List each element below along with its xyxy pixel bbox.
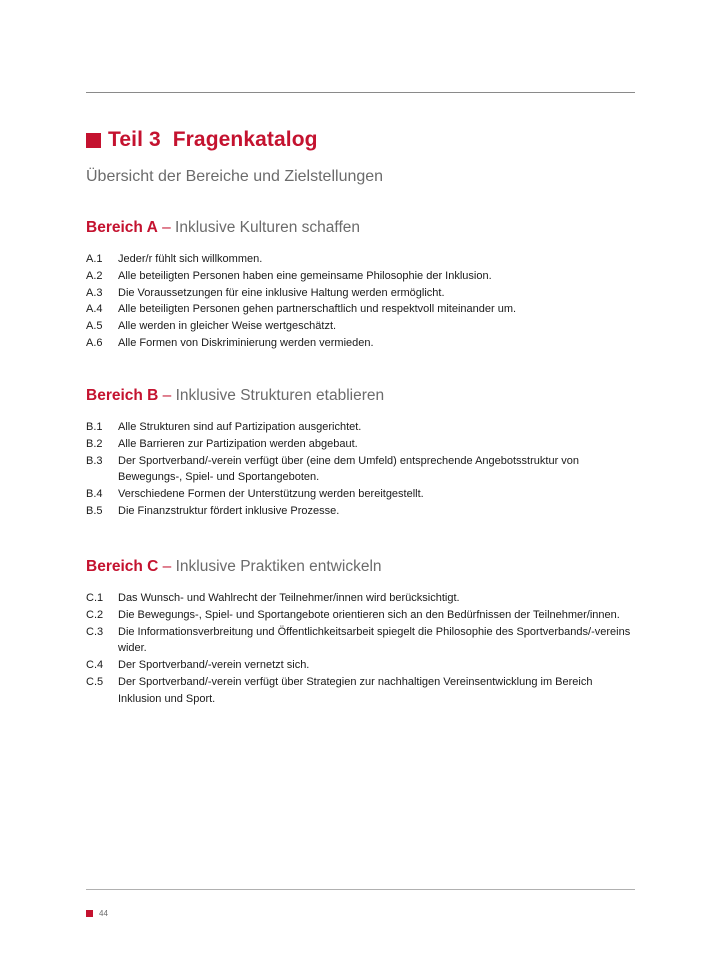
item-number: A.6 [86,336,103,349]
item-text: Das Wunsch- und Wahlrecht der Teilnehmer/innen wird berücksichtigt. [118,592,460,604]
section-title: Inklusive Praktiken entwickeln [175,558,382,575]
item-number: B.4 [86,488,103,501]
list-item [86,419,635,436]
list-item [86,590,635,607]
item-list [86,419,635,520]
section-dash: – [158,558,176,575]
bottom-divider [86,889,635,890]
item-text: Alle Barrieren zur Partizipation werden abgebaut. [118,437,358,450]
item-number: B.1 [86,421,103,433]
section-dash: – [158,387,176,404]
red-square-icon [86,910,93,917]
item-text: Die Voraussetzungen für eine inklusive Haltung werden ermöglicht. [118,286,445,299]
section-code: Bereich A [86,219,158,236]
item-text: Der Sportverband/-verein verfügt über (eine dem Umfeld) entsprechende Angebotsstruktur von Bewegungs-, Spiel- und Sportangeboten. [118,454,580,484]
section-title: Inklusive Kulturen schaffen [175,219,360,236]
section-heading [86,219,635,237]
part-number: Teil 3 [108,128,161,151]
item-text: Der Sportverband/-verein vernetzt sich. [118,659,310,672]
item-text: Alle Formen von Diskriminierung werden vermieden. [118,336,374,349]
section-heading [86,558,635,576]
item-text: Jeder/r fühlt sich willkommen. [118,253,263,265]
item-number: A.3 [86,286,103,299]
item-list [86,251,635,352]
list-item [86,503,635,520]
section-code: Bereich C [86,558,159,575]
item-text: Die Bewegungs-, Spiel- und Sportangebote orientieren sich an den Bedürfnissen der Teilnehmer/innen. [118,608,620,621]
item-number: C.5 [86,675,104,688]
page-footer [86,909,108,918]
list-item [86,607,635,624]
page-subtitle: Übersicht der Bereiche und Zielstellungen [86,168,384,185]
part-title: Fragenkatalog [172,128,318,151]
item-number: C.1 [86,592,104,604]
item-text: Alle beteiligten Personen gehen partnerschaftlich und respektvoll miteinander um. [118,303,517,316]
list-item [86,657,635,674]
list-item [86,301,635,318]
item-text: Die Finanzstruktur fördert inklusive Prozesse. [118,504,340,517]
item-number: A.5 [86,320,103,333]
top-divider [86,92,635,93]
item-number: A.1 [86,253,103,265]
item-text: Die Informationsverbreitung und Öffentlichkeitsarbeit spiegelt die Philosophie des Sportverbands/-vereins wider. [118,625,631,655]
item-number: C.2 [86,608,104,621]
item-number: A.4 [86,303,103,316]
list-item [86,251,635,268]
section-c [86,558,635,708]
section-title: Inklusive Strukturen etablieren [175,387,385,404]
item-text: Alle Strukturen sind auf Partizipation ausgerichtet. [118,421,362,433]
section-heading [86,387,635,405]
item-list [86,590,635,708]
item-text: Der Sportverband/-verein verfügt über Strategien zur nachhaltigen Vereinsentwicklung im Bereich Inklusion und Sport. [118,675,593,705]
list-item [86,268,635,285]
list-item [86,624,635,658]
red-square-icon [86,133,101,148]
section-dash: – [157,219,176,236]
item-number: B.3 [86,454,103,467]
item-text: Alle werden in gleicher Weise wertgeschätzt. [118,320,337,333]
section-a [86,219,635,352]
item-number: B.2 [86,437,103,450]
item-number: A.2 [86,269,103,282]
part-heading [86,128,318,152]
list-item [86,436,635,453]
list-item [86,318,635,335]
item-number: C.4 [86,659,104,672]
list-item [86,453,635,487]
list-item [86,486,635,503]
list-item [86,674,635,708]
page-number: 44 [99,909,108,918]
item-text: Verschiedene Formen der Unterstützung werden bereitgestellt. [118,488,424,501]
item-text: Alle beteiligten Personen haben eine gemeinsame Philosophie der Inklusion. [118,269,492,282]
list-item [86,285,635,302]
item-number: C.3 [86,625,104,638]
item-number: B.5 [86,504,103,517]
section-code: Bereich B [86,387,159,404]
list-item [86,335,635,352]
section-b [86,387,635,520]
